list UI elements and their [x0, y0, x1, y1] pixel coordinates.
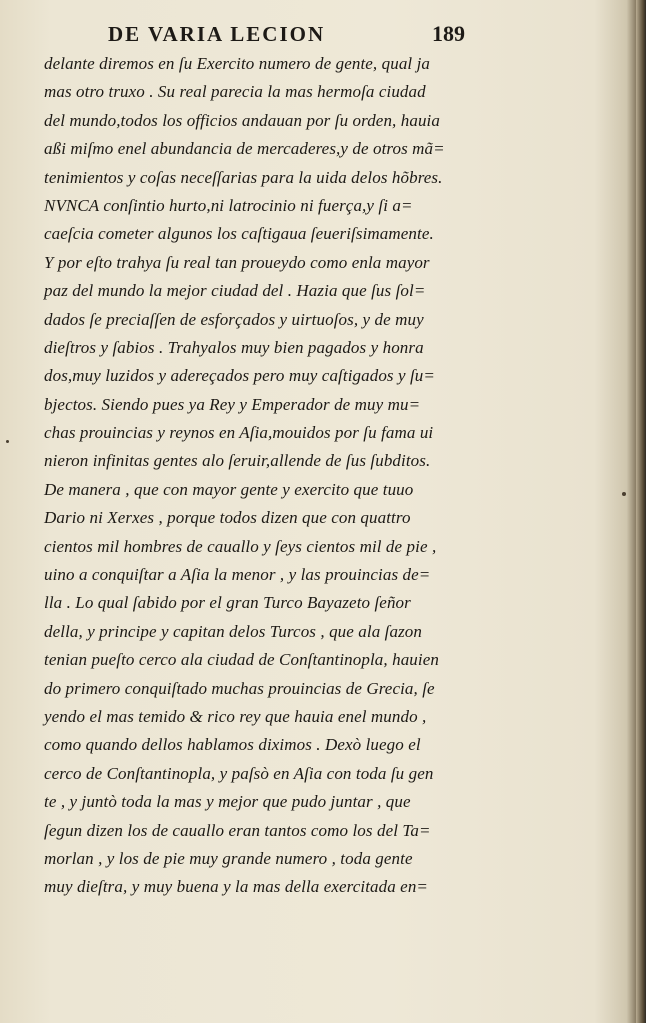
text-line: morlan , y los de pie muy grande numero , toda gente: [44, 848, 413, 868]
text-line: dieſtros y ſabios . Trahyalos muy bien pagados y honra: [44, 337, 424, 357]
text-line: te , y juntò toda la mas y mejor que pudo juntar , que: [44, 792, 411, 812]
ink-spot: [6, 440, 9, 443]
text-line: cientos mil hombres de cauallo y ſeys cientos mil de pie ,: [44, 536, 437, 556]
text-line: muy dieſtra, y muy buena y la mas della exercitada en=: [44, 877, 428, 897]
text-line: cerco de Conſtantinopla, y paſsò en Aſia con toda ſu gen: [44, 763, 434, 783]
page-edge: [636, 0, 646, 1023]
ink-spot: [622, 492, 626, 496]
text-line: chas prouincias y reynos en Aſia,mouidos por ſu fama ui: [44, 423, 434, 443]
body-text: [44, 50, 518, 902]
text-line: do primero conquiſtado muchas prouincias de Grecia, ſe: [44, 678, 435, 698]
text-line: caeſcia cometer algunos los caſtigaua ſeueriſsimamente.: [44, 224, 434, 244]
text-line: bjectos. Siendo pues ya Rey y Emperador de muy mu=: [44, 394, 421, 414]
text-line: della, y principe y capitan delos Turcos , que ala ſazon: [44, 621, 422, 641]
running-title: DE VARIA LECION: [108, 22, 326, 46]
text-line: dados ſe preciaſſen de esforçados y uirtuoſos, y de muy: [44, 309, 424, 329]
text-line: Dario ni Xerxes , porque todos dizen que con quattro: [44, 508, 411, 528]
text-line: nieron infinitas gentes alo ſeruir,allende de ſus ſubditos.: [44, 451, 431, 471]
page-header: [100, 20, 500, 50]
page-number: 189: [432, 21, 465, 46]
text-line: De manera , que con mayor gente y exercito que tuuo: [44, 479, 414, 499]
text-line: tenimientos y coſas neceſſarias para la uida delos hõbres.: [44, 167, 443, 187]
text-line: NVNCA conſintio hurto,ni latrocinio ni fuerça,y ſi a=: [44, 195, 413, 215]
text-line: lla . Lo qual ſabido por el gran Turco Bayazeto ſeñor: [44, 593, 411, 613]
text-line: uino a conquiſtar a Aſia la menor , y las prouincias de=: [44, 565, 431, 585]
text-line: yendo el mas temido & rico rey que hauia enel mundo ,: [44, 706, 427, 726]
text-line: aßi miſmo enel abundancia de mercaderes,y de otros mã=: [44, 139, 445, 159]
text-line: paz del mundo la mejor ciudad del . Hazia que ſus ſol=: [44, 281, 426, 301]
text-line: tenian pueſto cerco ala ciudad de Conſtantinopla, hauien: [44, 650, 439, 670]
text-line: mas otro truxo . Su real parecia la mas hermoſa ciudad: [44, 82, 426, 102]
text-line: como quando dellos hablamos diximos . Dexò luego el: [44, 735, 421, 755]
text-line: del mundo,todos los officios andauan por ſu orden, hauia: [44, 110, 440, 130]
text-line: ſegun dizen los de cauallo eran tantos como los del Ta=: [44, 820, 431, 840]
text-line: delante diremos en ſu Exercito numero de gente, qual ja: [44, 54, 431, 73]
text-line: Y por eſto trahya ſu real tan proueydo como enla mayor: [44, 252, 430, 272]
text-line: dos,muy luzidos y adereçados pero muy caſtigados y ſu=: [44, 366, 435, 386]
